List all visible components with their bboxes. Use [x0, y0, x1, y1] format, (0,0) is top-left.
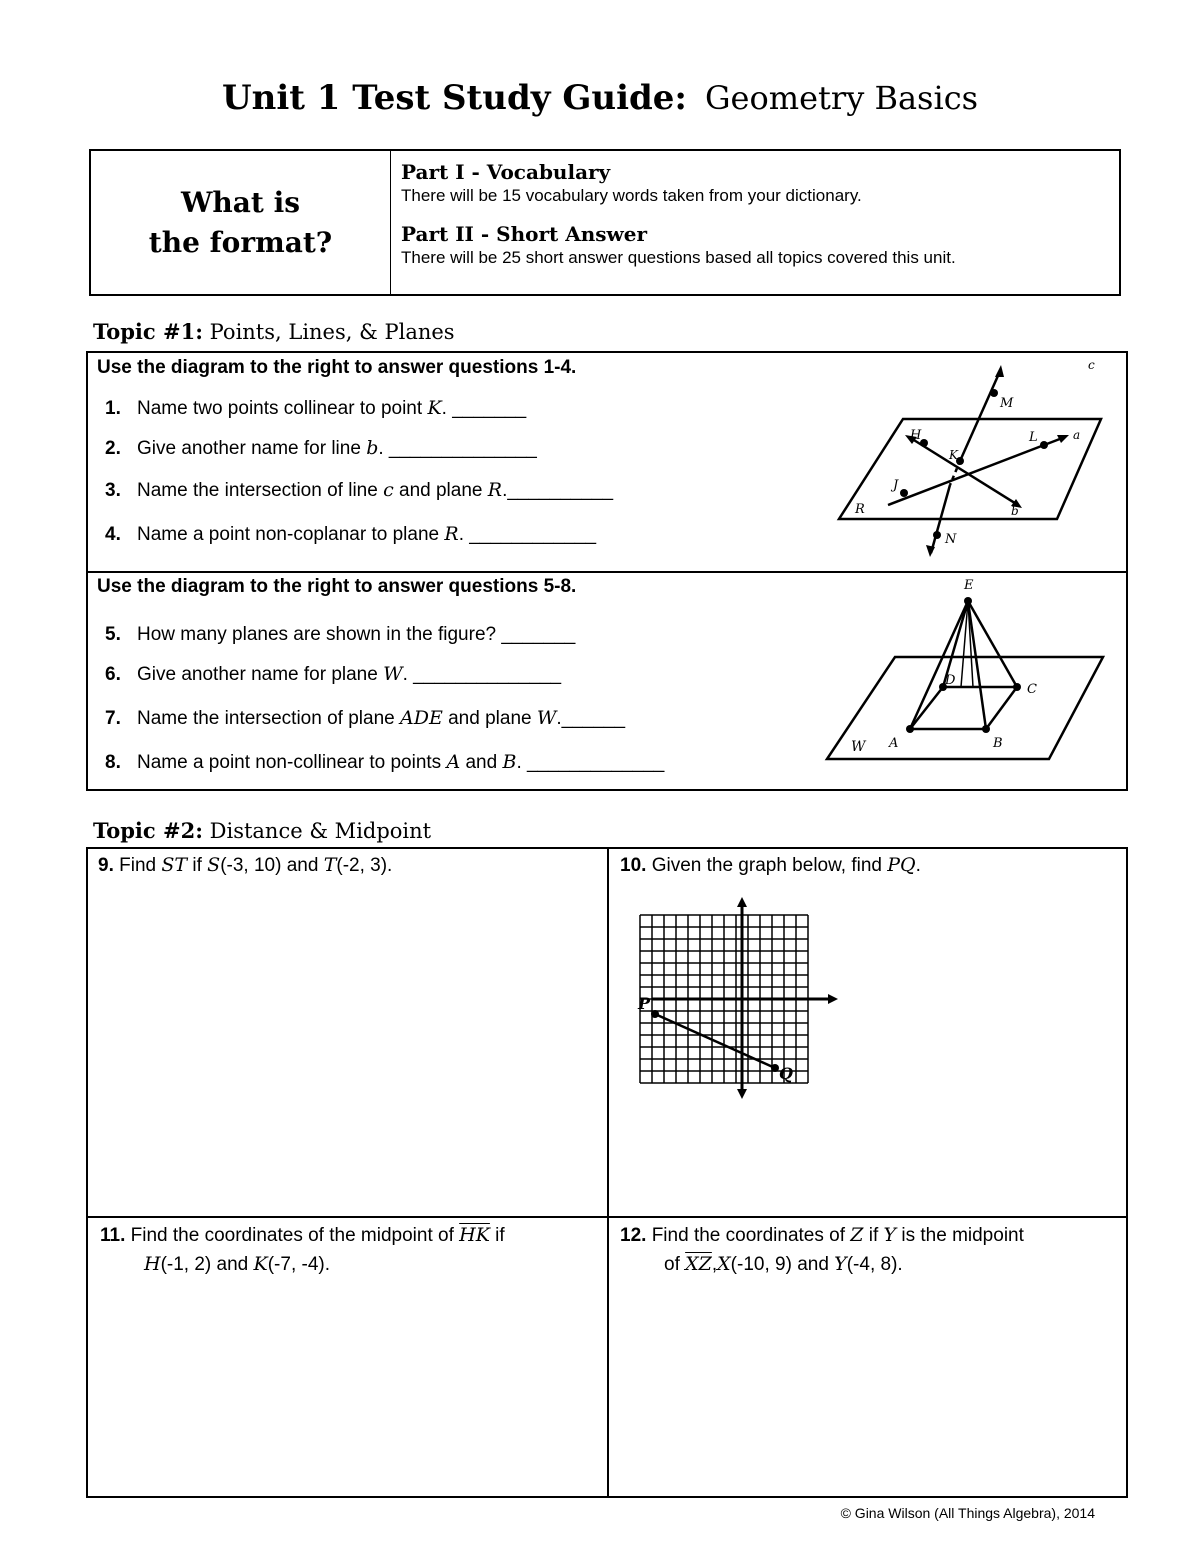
q7-var2: W: [536, 707, 557, 729]
label-b2: B: [993, 736, 1003, 751]
segment-pq: [655, 1014, 775, 1068]
label-w: W: [851, 739, 866, 755]
point-n: [933, 531, 941, 539]
q10-text-b: .: [915, 855, 921, 876]
q9-text-b: if: [187, 855, 208, 876]
q1-text: Name two points collinear to point: [137, 398, 428, 419]
q8-var2: B: [502, 751, 517, 773]
label-h: H: [910, 428, 922, 443]
q11-num: 11.: [100, 1225, 126, 1246]
point-b: [982, 725, 990, 733]
q11-var2: H: [144, 1253, 161, 1275]
q8-text: Name a point non-collinear to points: [137, 752, 447, 773]
title-subtitle: Geometry Basics: [704, 79, 979, 117]
q7-var: ADE: [400, 707, 443, 729]
format-details: [401, 159, 1111, 269]
edge-ec: [968, 601, 1017, 687]
label-n: N: [945, 532, 957, 547]
q5-num: 5.: [105, 624, 121, 645]
topic1-box: [86, 351, 1128, 791]
q12-text-a: Find the coordinates of: [651, 1225, 851, 1246]
q10-num: 10.: [620, 855, 647, 876]
q2-var: b: [366, 437, 379, 459]
point-m: [990, 389, 998, 397]
plane-r-outline: [839, 419, 1101, 519]
grid-vertical-divider: [607, 849, 609, 1496]
format-question-line1: What is: [180, 185, 301, 219]
question-1: [105, 397, 526, 420]
topic2-label: Topic #2:: [93, 818, 203, 843]
label-m: M: [1000, 396, 1014, 411]
q8-num: 8.: [105, 752, 121, 773]
page-title: [0, 78, 1200, 118]
point-p: [651, 1010, 659, 1018]
q9-text-a: Find: [119, 855, 162, 876]
q12-text-c: is the midpoint: [896, 1225, 1024, 1246]
question-6: [105, 663, 561, 686]
q10-var1: PQ: [887, 854, 916, 876]
part1-title: Part I - Vocabulary: [401, 160, 611, 184]
q3-var2: R: [487, 479, 503, 501]
q2-num: 2.: [105, 438, 121, 459]
q2-blank: . ______________: [378, 438, 537, 459]
label-c: c: [1088, 358, 1095, 372]
format-question-line2: the format?: [148, 225, 333, 259]
q11-var3: K: [253, 1253, 268, 1275]
label-j: J: [893, 478, 899, 493]
q12-text-e: ,: [711, 1254, 718, 1275]
q11-text-c: (-1, 2) and: [160, 1254, 254, 1275]
label-a: a: [1073, 428, 1081, 442]
part2-desc: There will be 25 short answer questions based all topics covered this unit.: [401, 248, 956, 267]
point-l: [1040, 441, 1048, 449]
q11-text-d: (-7, -4).: [267, 1254, 330, 1275]
title-main: Unit 1 Test Study Guide:: [221, 78, 687, 118]
q8-var: A: [446, 751, 461, 773]
topic1-heading: [93, 319, 455, 344]
q1-blank: . _______: [441, 398, 527, 419]
copyright-footer: © Gina Wilson (All Things Algebra), 2014: [840, 1505, 1095, 1521]
q9-num: 9.: [98, 855, 114, 876]
q5-text: How many planes are shown in the figure? _______: [137, 624, 576, 645]
q7-num: 7.: [105, 708, 121, 729]
edge-ea: [910, 601, 968, 729]
q8-blank: . _____________: [516, 752, 665, 773]
question-9: [98, 851, 392, 880]
q7-mid: and plane: [442, 708, 537, 729]
q6-var: W: [383, 663, 403, 685]
q12-num: 12.: [620, 1225, 647, 1246]
q11-text-a: Find the coordinates of the midpoint of: [130, 1225, 460, 1246]
label-r: R: [855, 502, 865, 517]
part1-desc: There will be 15 vocabulary words taken from your dictionary.: [401, 186, 862, 205]
q12-var2: Y: [883, 1224, 897, 1246]
question-10: [620, 851, 921, 880]
q12-text-f: (-10, 9) and: [730, 1254, 835, 1275]
q6-blank: . ______________: [402, 664, 562, 685]
format-question: [91, 151, 391, 294]
q11-var1: $\overline{HK}$: [459, 1224, 490, 1246]
question-12: [620, 1221, 1120, 1279]
point-c: [1013, 683, 1021, 691]
q9-var3: T: [323, 854, 337, 876]
y-axis-arrow-down: [737, 1089, 747, 1099]
diagram-plane-r: [833, 355, 1113, 565]
topic2-name: Distance & Midpoint: [209, 819, 432, 843]
label-d: D: [945, 673, 956, 688]
topic2-heading: [93, 818, 431, 843]
label-k: K: [949, 448, 958, 462]
point-e: [964, 597, 972, 605]
q9-var2: S: [207, 854, 221, 876]
q2-text: Give another name for line: [137, 438, 367, 459]
q10-text-a: Given the graph below, find: [651, 855, 888, 876]
question-11: [100, 1221, 590, 1279]
edge-eb: [968, 601, 986, 729]
label-l: L: [1029, 430, 1038, 445]
q12-var1: Z: [850, 1224, 864, 1246]
question-7: [105, 707, 625, 730]
question-3: [105, 479, 613, 502]
q7-blank: .______: [556, 708, 626, 729]
coordinate-graph: [628, 897, 888, 1107]
topic1-label: Topic #1:: [93, 319, 203, 344]
q12-var4: X: [717, 1253, 731, 1275]
topic2-grid: [86, 847, 1128, 1498]
q12-var5: Y: [834, 1253, 847, 1275]
x-axis-arrow: [828, 994, 838, 1004]
grid-horizontal-divider: [88, 1216, 1126, 1218]
arrow-c-top: [995, 365, 1004, 377]
format-table: [89, 149, 1121, 296]
section1-heading: Use the diagram to the right to answer questions 1-4.: [97, 357, 577, 378]
q9-text-c: (-3, 10) and: [220, 855, 324, 876]
q9-var1: ST: [161, 854, 188, 876]
label-c2: C: [1027, 682, 1037, 697]
q4-num: 4.: [105, 524, 121, 545]
question-8: [105, 751, 664, 774]
q3-num: 3.: [105, 480, 121, 501]
plane-w-outline: [827, 657, 1103, 759]
q3-blank: .__________: [502, 480, 614, 501]
q12-text-g: (-4, 8).: [846, 1254, 903, 1275]
point-j: [900, 489, 908, 497]
q12-text-b: if: [863, 1225, 884, 1246]
q4-blank: . ____________: [458, 524, 597, 545]
q4-var: R: [444, 523, 459, 545]
q3-var: c: [383, 479, 394, 501]
q3-mid: and plane: [393, 480, 488, 501]
q9-text-d: (-2, 3).: [336, 855, 393, 876]
q7-text: Name the intersection of plane: [137, 708, 400, 729]
q6-num: 6.: [105, 664, 121, 685]
edge-bc: [986, 687, 1017, 729]
line-a: [888, 437, 1065, 505]
q8-mid: and: [460, 752, 503, 773]
topic1-divider: [88, 571, 1126, 573]
point-q: [771, 1064, 779, 1072]
label-b: b: [1011, 504, 1019, 518]
q11-text-b: if: [489, 1225, 505, 1246]
section2-heading: Use the diagram to the right to answer questions 5-8.: [97, 576, 577, 597]
line-c-upper: [960, 369, 1001, 461]
label-p: P: [638, 994, 651, 1013]
question-2: [105, 437, 537, 460]
part2-title: Part II - Short Answer: [401, 222, 647, 246]
question-4: [105, 523, 596, 546]
y-axis-arrow-up: [737, 897, 747, 907]
question-5: [105, 624, 575, 646]
q3-text: Name the intersection of line: [137, 480, 384, 501]
q12-var3: $\overline{XZ}$: [685, 1253, 712, 1275]
q6-text: Give another name for plane: [137, 664, 384, 685]
line-b: [909, 437, 1018, 505]
diagram-pyramid: [823, 575, 1113, 789]
label-a2: A: [889, 736, 899, 751]
topic1-name: Points, Lines, & Planes: [209, 320, 455, 344]
q1-num: 1.: [105, 398, 121, 419]
q1-var: K: [427, 397, 442, 419]
arrow-c-bottom: [926, 545, 935, 557]
label-q: Q: [779, 1064, 793, 1083]
point-a: [906, 725, 914, 733]
q12-text-d: of: [664, 1254, 686, 1275]
q4-text: Name a point non-coplanar to plane: [137, 524, 445, 545]
label-e: E: [964, 578, 974, 593]
